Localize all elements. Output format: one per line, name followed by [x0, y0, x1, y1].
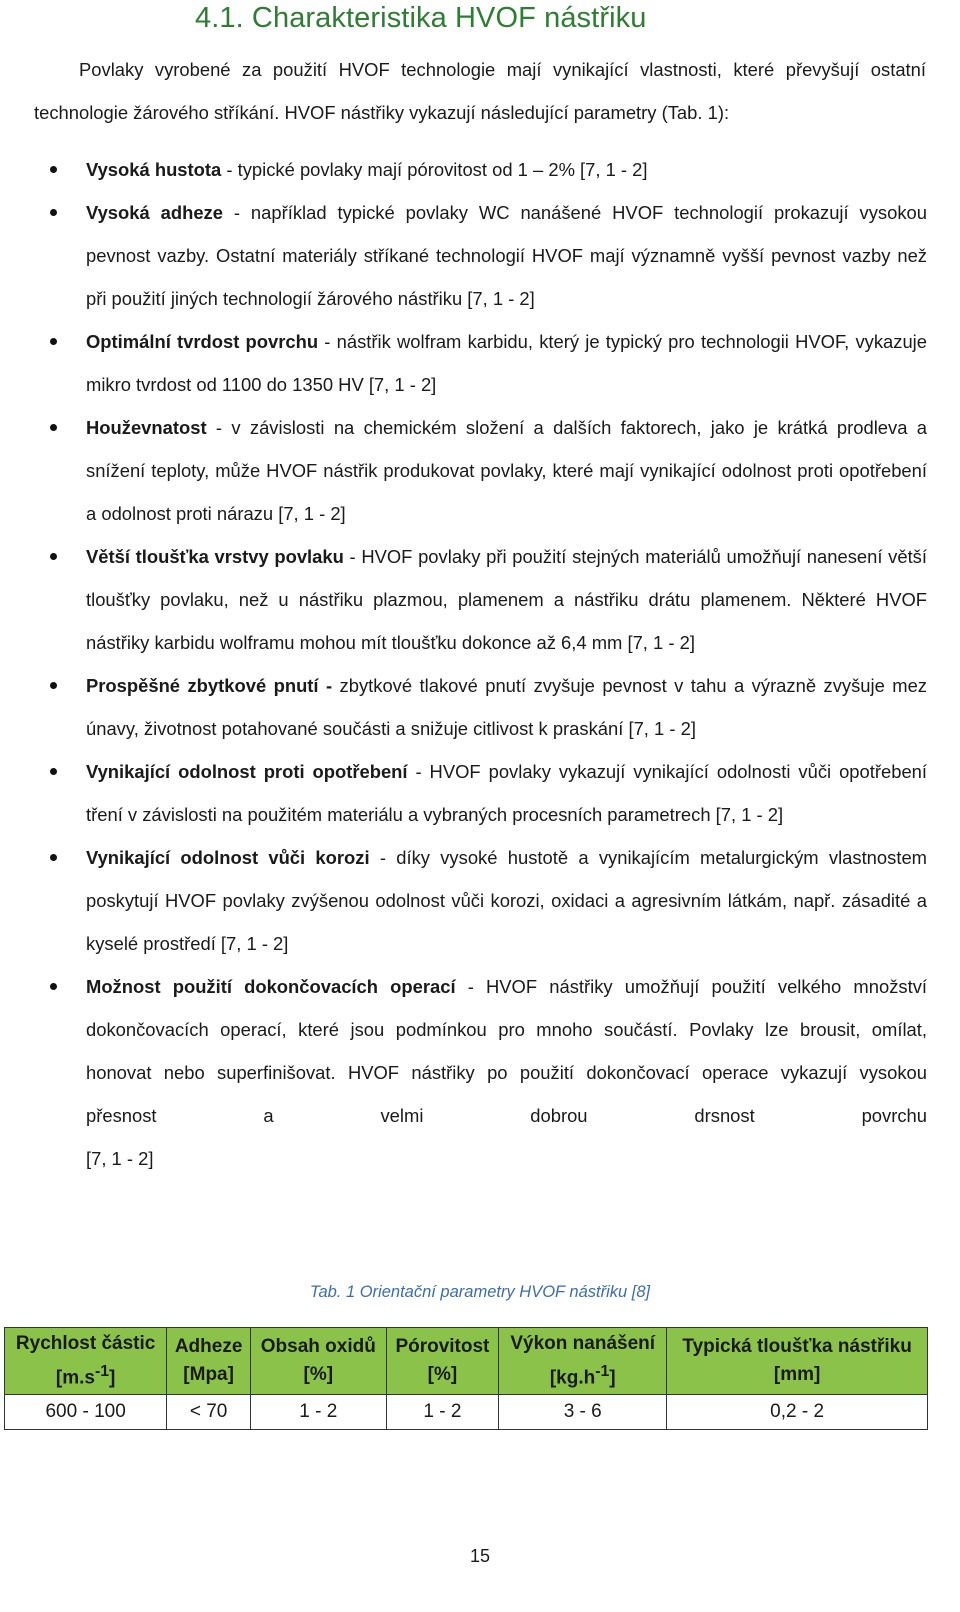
- intro-paragraph: Povlaky vyrobené za použití HVOF technologie mají vynikající vlastnosti, které převyšují ostatní technologie žárového stříkání. HVOF nástřiky vykazují následující parametry (Tab. 1):: [34, 59, 926, 123]
- bullet-icon: [50, 553, 57, 560]
- item-text: - v závislosti na chemickém složení a dalších faktorech, jako je krátká prodleva a snížení teploty, může HVOF nástřik produkovat povlaky, které mají vynikající odolnost proti opotřebení a odolnost proti nárazu [7, 1 - 2]: [86, 417, 927, 524]
- list-item: [34, 320, 927, 406]
- item-text: - HVOF povlaky při použití stejných materiálů umožňují nanesení větší tloušťky povlaku, než u nástřiku plazmou, plamenem a nástřiku drátu plamenem. Některé HVOF nástřiky karbidu wolframu mohou mít tloušťku dokonce až 6,4 mm [7, 1 - 2]: [86, 546, 927, 653]
- item-title: Větší tloušťka vrstvy povlaku: [86, 546, 344, 567]
- bullet-icon: [50, 854, 57, 861]
- list-item: [34, 535, 927, 664]
- section-heading: 4.1. Charakteristika HVOF nástřiku: [195, 2, 647, 34]
- bullet-icon: [50, 424, 57, 431]
- item-text: - HVOF nástřiky umožňují použití velkého množství dokončovacích operací, které jsou podmínkou pro mnoho součástí. Povlaky lze brousit, omílat, honovat nebo superfinišovat. HVOF nástřiky po použití dokončovací operace vykazují vysokou přesnost a velmi dobrou drsnost povrchu: [86, 976, 927, 1126]
- item-text: - nástřik wolfram karbidu, který je typický pro technologii HVOF, vykazuje mikro tvrdost od 1100 do 1350 HV [7, 1 - 2]: [86, 331, 927, 395]
- properties-list: [34, 148, 927, 1180]
- bullet-icon: [50, 209, 57, 216]
- list-item: [34, 148, 927, 191]
- list-item: [34, 965, 927, 1180]
- column-header: Pórovitost [%]: [386, 1328, 499, 1395]
- item-text: zbytkové tlakové pnutí zvyšuje pevnost v tahu a výrazně zvyšuje mez únavy, životnost potahované součásti a snižuje citlivost k praskání [7, 1 - 2]: [86, 675, 927, 739]
- bullet-icon: [50, 983, 57, 990]
- item-title: Houževnatost: [86, 417, 207, 438]
- column-header: Výkon nanášení $[kg.h^{-1}]$: [499, 1328, 667, 1395]
- bullet-icon: [50, 682, 57, 689]
- item-text: - typické povlaky mají pórovitost od 1 – 2% [7, 1 - 2]: [221, 159, 648, 180]
- table-cell: 3 - 6: [499, 1395, 667, 1430]
- item-title: Vynikající odolnost proti opotřebení: [86, 761, 408, 782]
- item-title: Vysoká hustota: [86, 159, 222, 180]
- list-item: [34, 750, 927, 836]
- table-header-row: [5, 1328, 928, 1395]
- parameters-table: [4, 1327, 928, 1430]
- item-title: Vysoká adheze: [86, 202, 223, 223]
- list-item: [34, 836, 927, 965]
- bullet-icon: [50, 166, 57, 173]
- column-header: Rychlost částic $[m.s^{-1}]$: [5, 1328, 167, 1395]
- column-header: Adheze [Mpa]: [167, 1328, 251, 1395]
- table-cell: 1 - 2: [386, 1395, 499, 1430]
- column-header: Obsah oxidů [%]: [250, 1328, 386, 1395]
- item-text: - například typické povlaky WC nanášené HVOF technologií prokazují vysokou pevnost vazby. Ostatní materiály stříkané technologií HVOF mají významně vyšší pevnost vazby než při použití jiných technologií žárového nástřiku [7, 1 - 2]: [86, 202, 927, 309]
- item-title: Prospěšné zbytkové pnutí -: [86, 675, 333, 696]
- list-item: [34, 664, 927, 750]
- table-cell: 0,2 - 2: [667, 1395, 928, 1430]
- item-title: Vynikající odolnost vůči korozi: [86, 847, 370, 868]
- item-title: Možnost použití dokončovacích operací: [86, 976, 456, 997]
- item-citation: [7, 1 - 2]: [86, 1148, 154, 1169]
- item-text: - HVOF povlaky vykazují vynikající odolnosti vůči opotřebení tření v závislosti na použitém materiálu a vybraných procesních parametrech [7, 1 - 2]: [86, 761, 928, 825]
- page-number: 15: [469, 1546, 491, 1566]
- column-header: Typická tloušťka nástřiku [mm]: [667, 1328, 928, 1395]
- item-text: - díky vysoké hustotě a vynikajícím metalurgickým vlastnostem poskytují HVOF povlaky zvýšenou odolnost vůči korozi, oxidaci a agresivním látkám, např. zásadité a kyselé prostředí [7, 1 - 2]: [86, 847, 927, 954]
- list-item: [34, 406, 927, 535]
- table-cell: < 70: [167, 1395, 251, 1430]
- table-caption: Tab. 1 Orientační parametry HVOF nástřiku [8]: [309, 1283, 651, 1301]
- list-item: [34, 191, 927, 320]
- bullet-icon: [50, 338, 57, 345]
- table-cell: 600 - 100: [5, 1395, 167, 1430]
- bullet-icon: [50, 768, 57, 775]
- table-cell: 1 - 2: [250, 1395, 386, 1430]
- table-row: [5, 1395, 928, 1430]
- item-title: Optimální tvrdost povrchu: [86, 331, 319, 352]
